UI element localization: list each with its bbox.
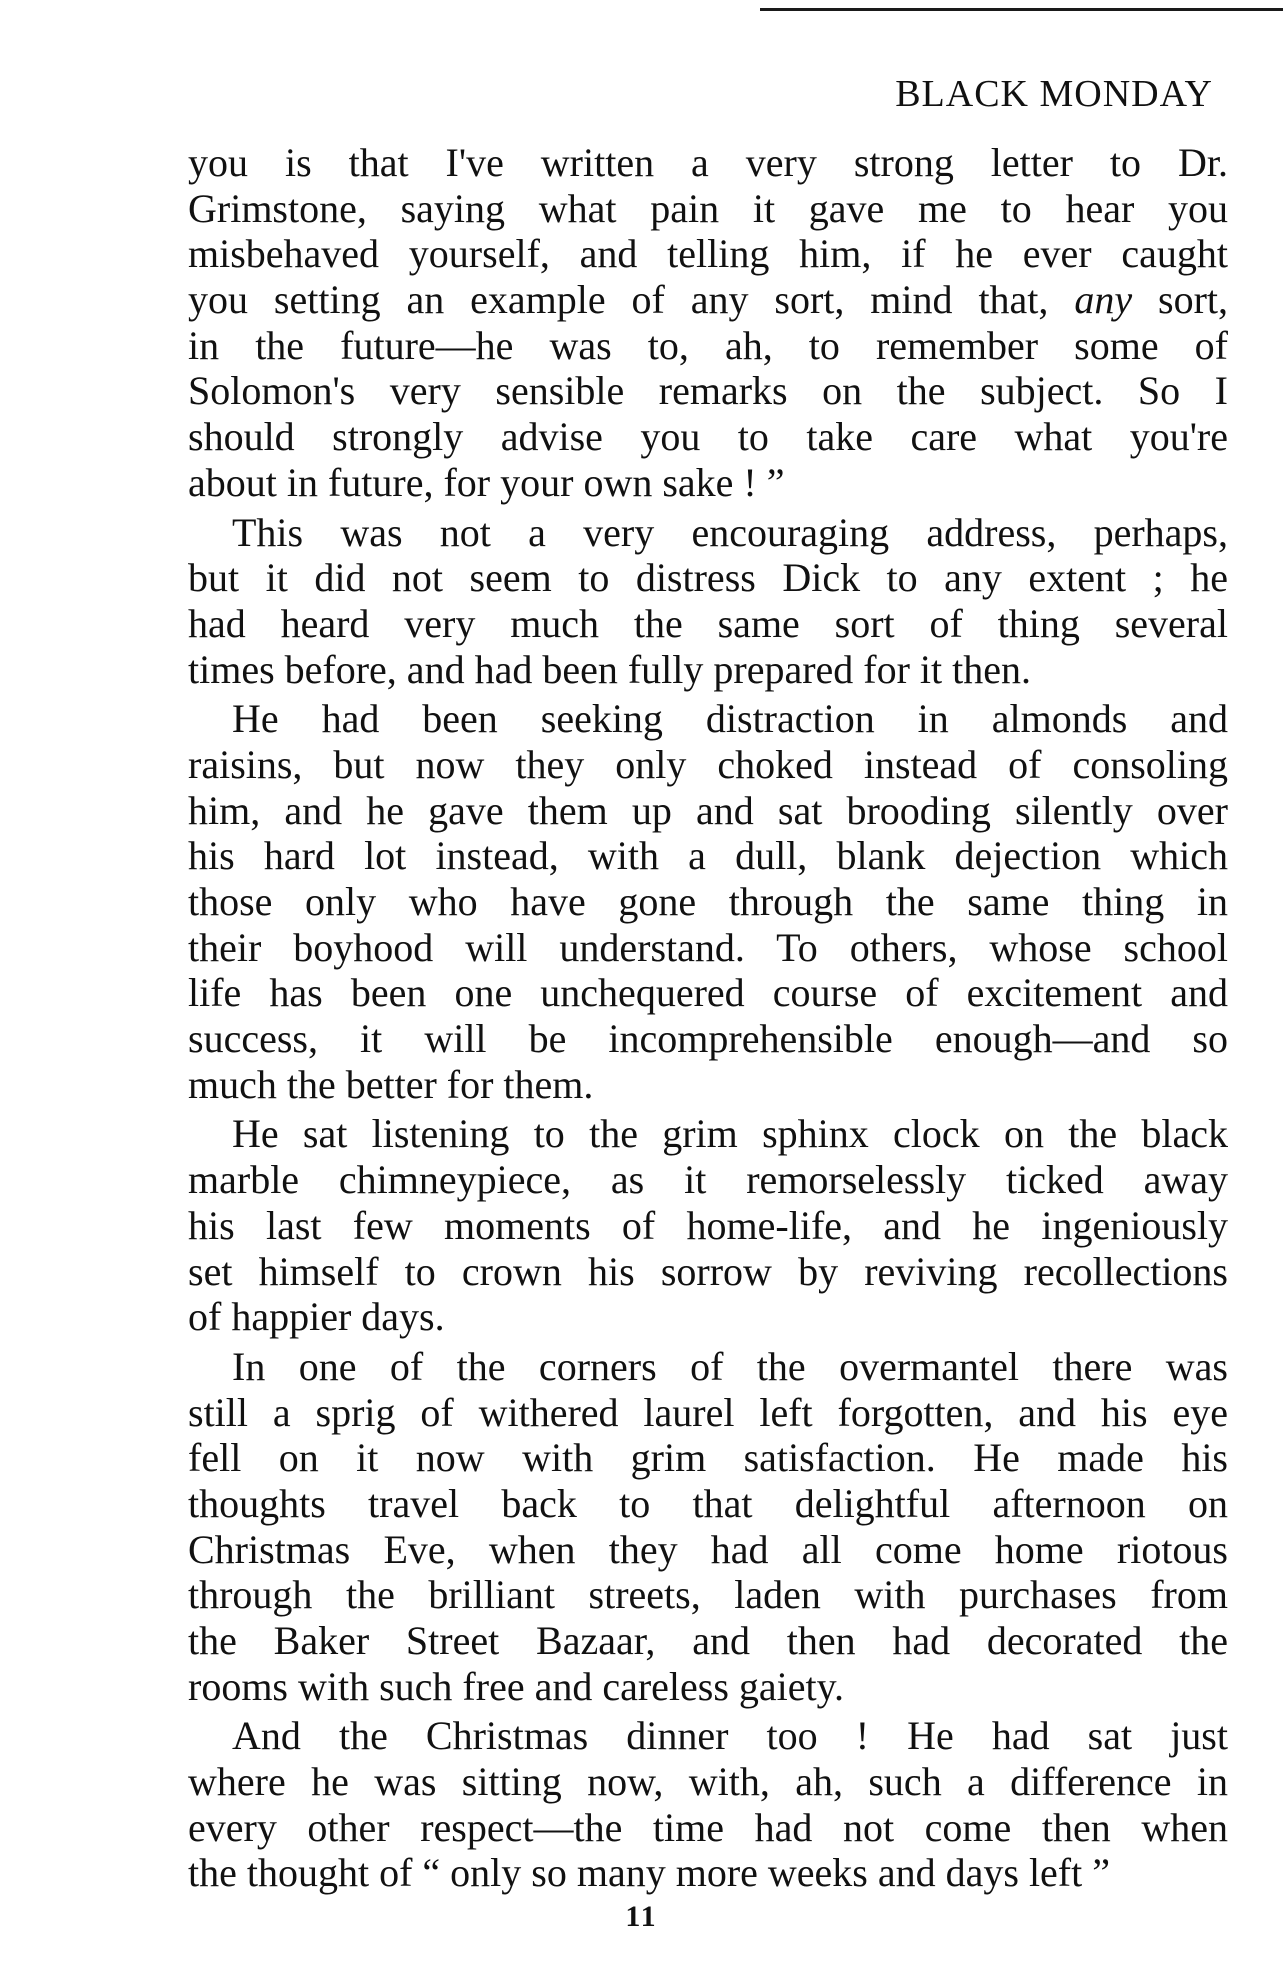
page-number: 11 <box>625 1900 658 1933</box>
text-line: In one of the corners of the overmantel there was <box>232 1343 1228 1389</box>
text-line: their boyhood will understand. To others, whose school <box>188 924 1228 970</box>
text-line: life has been one unchequered course of excitement and <box>188 970 1228 1016</box>
text-line: about in future, for your own sake ! ” <box>188 459 785 505</box>
text-line: him, and he gave them up and sat brooding silently over <box>188 787 1228 833</box>
paragraph <box>188 1344 1228 1710</box>
text-line: Grimstone, saying what pain it gave me to hear you <box>188 185 1228 231</box>
top-rule <box>760 8 1283 11</box>
text-line: still a sprig of withered laurel left forgotten, and his eye <box>188 1389 1228 1435</box>
text-line: And the Christmas dinner too ! He had sat just <box>232 1713 1228 1759</box>
text-line: success, it will be incomprehensible enough—and so <box>188 1016 1228 1062</box>
text-line: This was not a very encouraging address, perhaps, <box>232 509 1228 555</box>
text-line: thoughts travel back to that delightful afternoon on <box>188 1480 1228 1526</box>
text-line: He sat listening to the grim sphinx clock on the black <box>232 1111 1228 1157</box>
text-line: his hard lot instead, with a dull, blank dejection which <box>188 833 1228 879</box>
paragraph <box>188 1713 1228 1896</box>
text-line: the Baker Street Bazaar, and then had decorated the <box>188 1618 1228 1663</box>
text-line: every other respect—the time had not come then when <box>188 1804 1228 1850</box>
text-line: should strongly advise you to take care what you're <box>188 414 1228 460</box>
text-line: He had been seeking distraction in almonds and <box>232 696 1228 742</box>
text-line: raisins, but now they only choked instead of consoling <box>188 741 1228 787</box>
running-head: BLACK MONDAY <box>895 73 1213 115</box>
paragraph <box>188 696 1228 1107</box>
paragraph <box>188 510 1228 693</box>
text-line: where he was sitting now, with, ah, such a difference in <box>188 1759 1228 1805</box>
text-line: had heard very much the same sort of thing several <box>188 600 1228 646</box>
text-line: his last few moments of home-life, and he ingeniously <box>188 1202 1228 1248</box>
text-line: set himself to crown his sorrow by reviving recollections <box>188 1248 1228 1294</box>
text-line: rooms with such free and careless gaiety. <box>188 1663 845 1709</box>
text-line: Christmas Eve, when they had all come home riotous <box>188 1526 1228 1572</box>
text-line: much the better for them. <box>188 1061 594 1107</box>
text-line: the thought of “ only so many more weeks and days left ” <box>188 1850 1110 1896</box>
text-line: times before, and had been fully prepared for it then. <box>188 646 1032 692</box>
text-line: but it did not seem to distress Dick to any extent ; he <box>188 555 1228 601</box>
text-line: in the future—he was to, ah, to remember some of <box>188 322 1228 368</box>
text-line: you setting an example of any sort, mind that, any sort, <box>188 277 1228 323</box>
emphasis: any <box>1074 277 1133 323</box>
text-line: those only who have gone through the same thing in <box>188 879 1228 924</box>
paragraph <box>188 1111 1228 1339</box>
text-line: through the brilliant streets, laden with purchases from <box>188 1572 1228 1618</box>
paragraph <box>188 140 1228 506</box>
text-line: misbehaved yourself, and telling him, if he ever caught <box>188 231 1228 277</box>
text-line: you is that I've written a very strong letter to Dr. <box>188 140 1228 185</box>
text-line: fell on it now with grim satisfaction. He made his <box>188 1435 1228 1481</box>
text-line: of happier days. <box>188 1294 445 1340</box>
text-line: marble chimneypiece, as it remorselessly ticked away <box>188 1157 1228 1203</box>
text-line: Solomon's very sensible remarks on the subject. So I <box>188 368 1228 414</box>
page-text <box>188 140 1228 1900</box>
